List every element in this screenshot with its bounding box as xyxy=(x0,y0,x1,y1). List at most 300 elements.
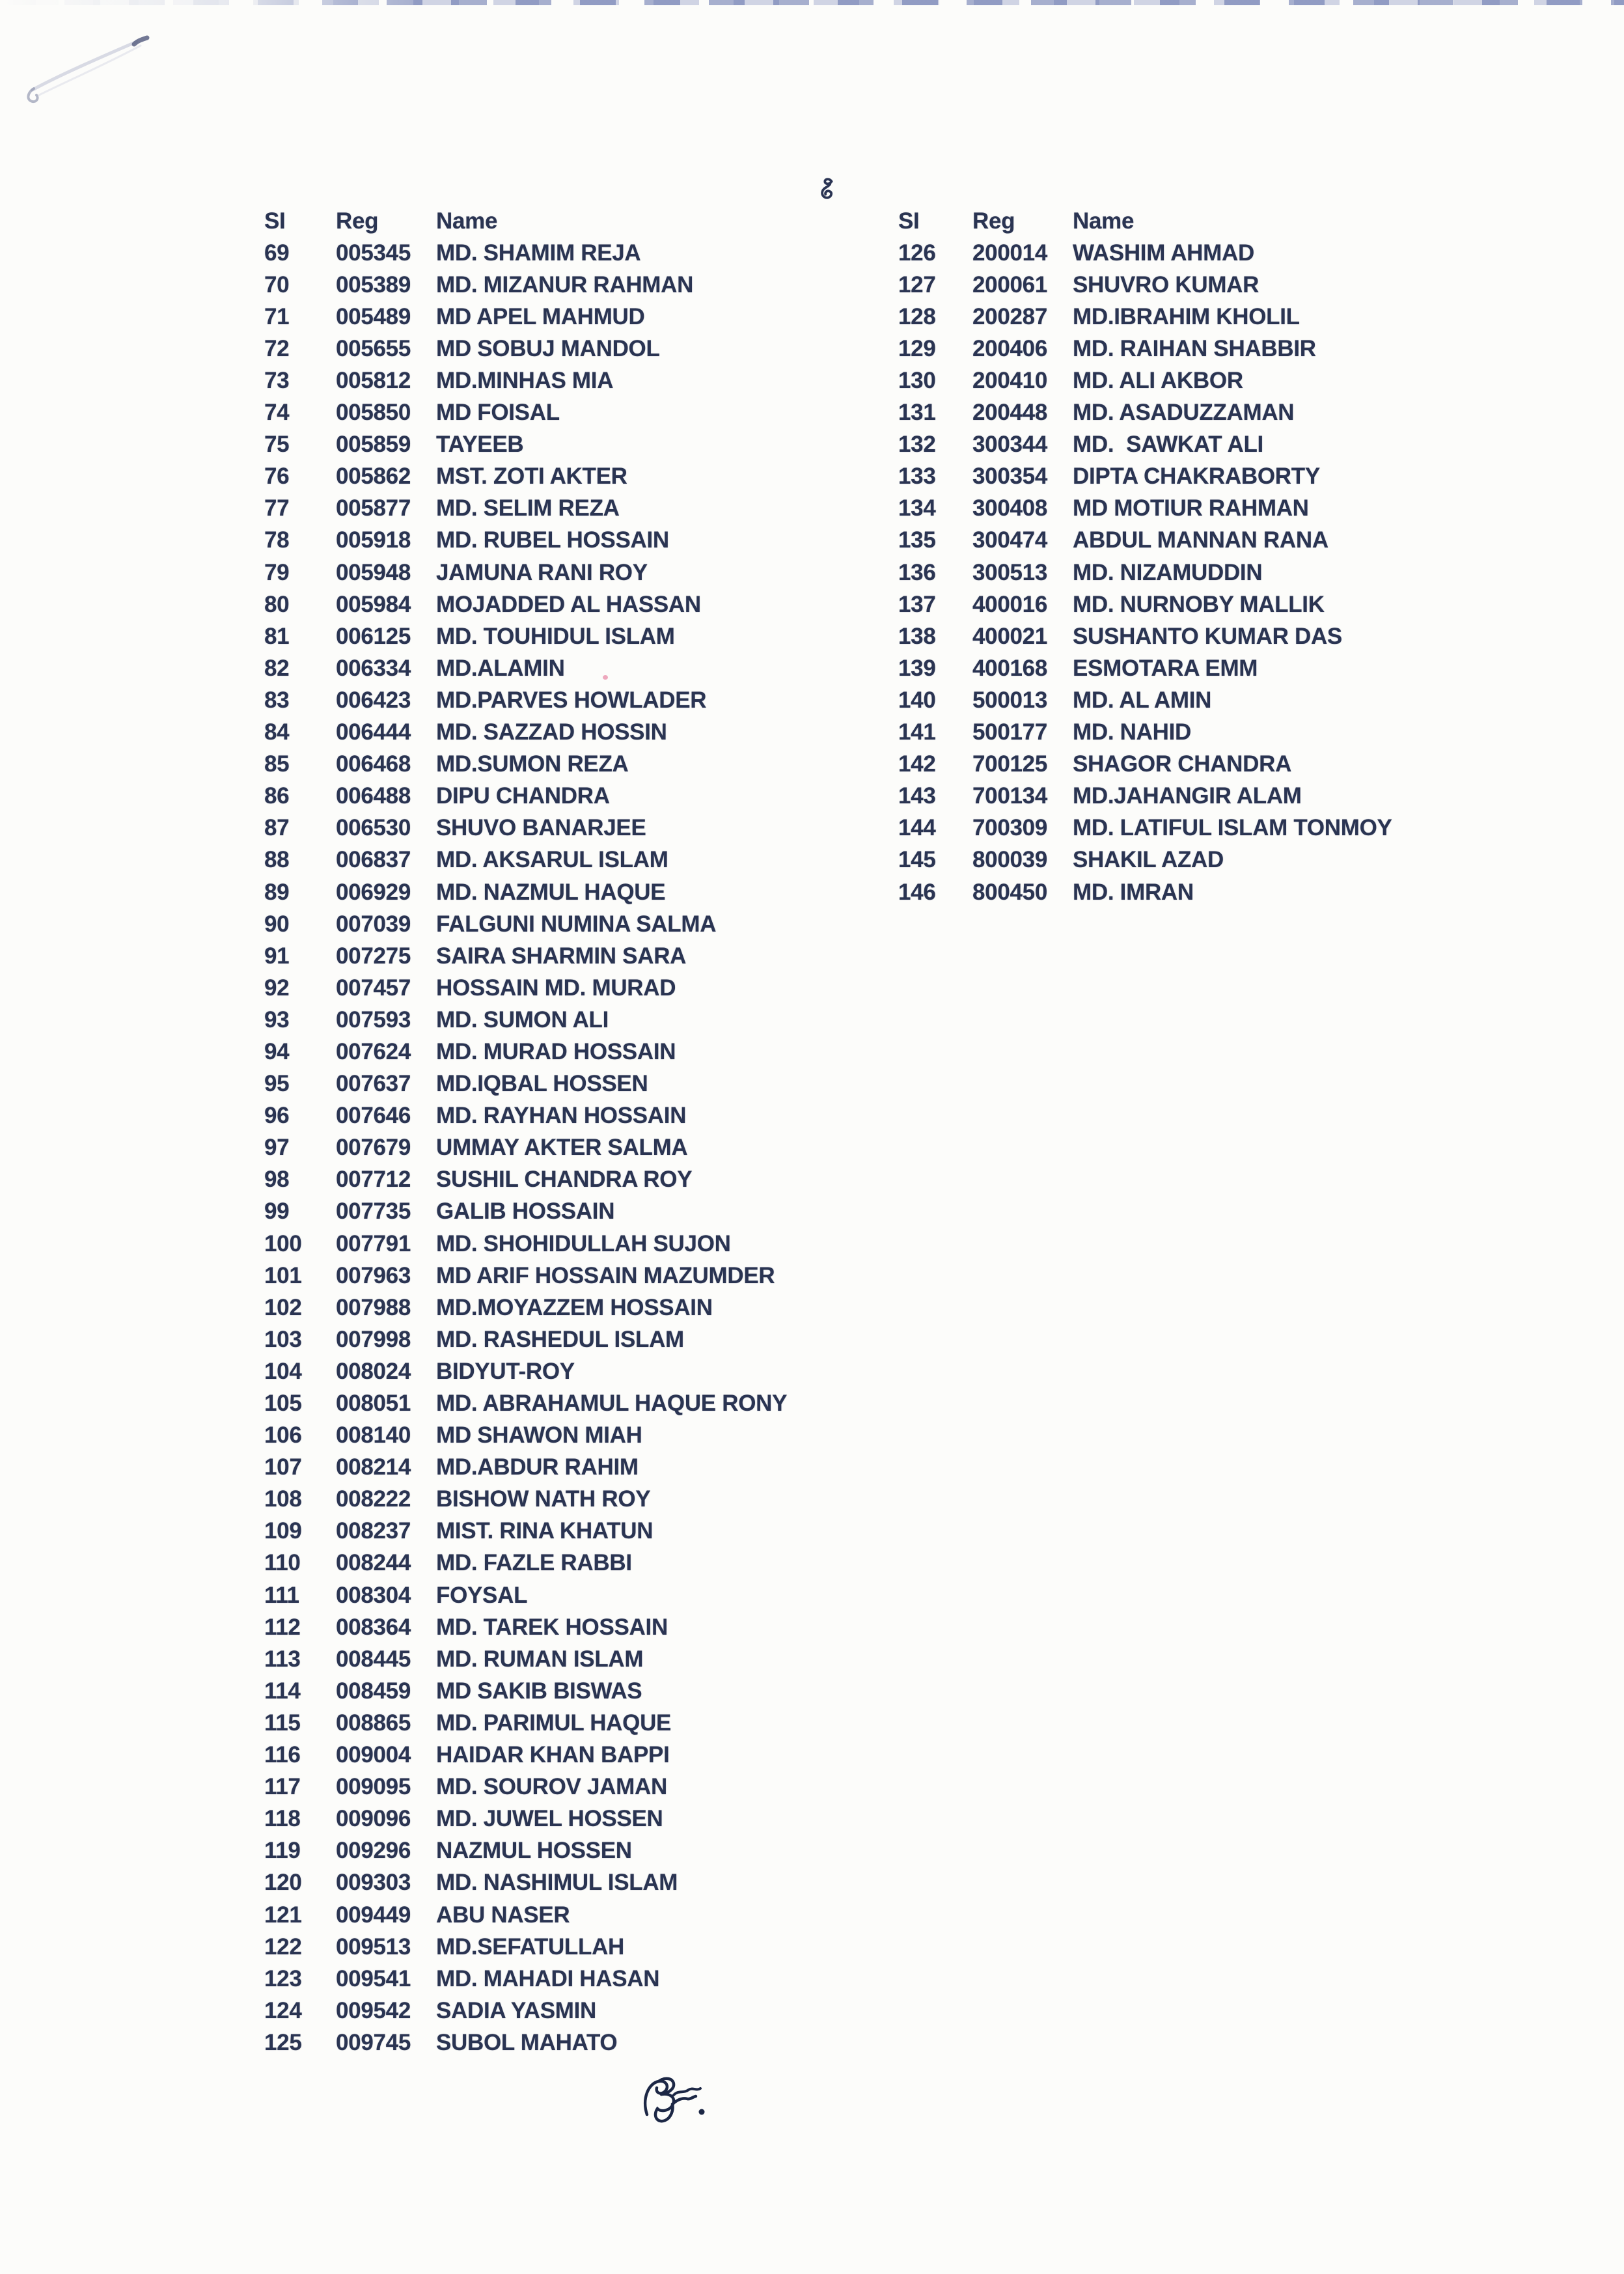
table-row xyxy=(264,1611,967,1643)
cell-name: MD SHAWON MIAH xyxy=(436,1422,642,1449)
cell-reg: 007998 xyxy=(336,1326,411,1352)
cell-si: 112 xyxy=(264,1614,301,1640)
cell-si: 105 xyxy=(264,1391,302,1417)
cell-si: 91 xyxy=(264,943,290,969)
cell-reg: 005389 xyxy=(336,271,411,298)
table-row xyxy=(264,1675,967,1707)
table-row xyxy=(264,1164,967,1196)
cell-reg: 009541 xyxy=(336,1965,411,1991)
cell-reg: 008304 xyxy=(336,1582,411,1608)
table-row xyxy=(264,1803,967,1835)
cell-name: MD. TOUHIDUL ISLAM xyxy=(436,623,675,649)
cell-name: MD.ALAMIN xyxy=(436,655,565,681)
table-row xyxy=(898,525,1601,557)
table-row xyxy=(264,812,967,844)
table-row xyxy=(264,1643,967,1675)
cell-si: 124 xyxy=(264,1997,302,2023)
cell-si: 79 xyxy=(264,559,290,585)
table-row xyxy=(264,589,967,620)
cell-si: 127 xyxy=(898,271,936,298)
cell-reg: 009449 xyxy=(336,1902,411,1928)
table-row xyxy=(264,461,967,493)
cell-reg: 008140 xyxy=(336,1422,411,1449)
cell-reg: 007624 xyxy=(336,1038,411,1064)
cell-si: 140 xyxy=(898,687,936,713)
cell-si: 113 xyxy=(264,1646,301,1672)
cell-name: MD. RASHEDUL ISLAM xyxy=(436,1326,684,1352)
cell-reg: 007712 xyxy=(336,1167,411,1193)
cell-si: 76 xyxy=(264,464,290,490)
cell-name: HAIDAR KHAN BAPPI xyxy=(436,1742,670,1768)
cell-reg: 005850 xyxy=(336,400,411,426)
cell-reg: 200410 xyxy=(972,368,1047,394)
cell-reg: 005862 xyxy=(336,464,411,490)
cell-name: JAMUNA RANI ROY xyxy=(436,559,648,585)
table-row xyxy=(898,237,1601,269)
cell-name: HOSSAIN MD. MURAD xyxy=(436,975,676,1001)
cell-name: TAYEEB xyxy=(436,432,524,458)
cell-name: MD SAKIB BISWAS xyxy=(436,1678,642,1704)
cell-reg: 005859 xyxy=(336,432,411,458)
cell-name: SUSHIL CHANDRA ROY xyxy=(436,1167,693,1193)
cell-si: 135 xyxy=(898,527,936,553)
cell-reg: 008364 xyxy=(336,1614,411,1640)
column-header-si: SI xyxy=(264,208,286,234)
table-row xyxy=(264,1132,967,1164)
cell-name: MD. RUBEL HOSSAIN xyxy=(436,527,669,553)
cell-si: 107 xyxy=(264,1454,302,1480)
cell-si: 93 xyxy=(264,1006,290,1033)
table-row xyxy=(264,1228,967,1260)
cell-si: 110 xyxy=(264,1550,301,1576)
cell-si: 121 xyxy=(264,1902,302,1928)
table-row xyxy=(264,1867,967,1899)
table-row xyxy=(264,717,967,749)
cell-si: 114 xyxy=(264,1678,301,1704)
cell-name: MD. SOUROV JAMAN xyxy=(436,1774,667,1800)
cell-si: 119 xyxy=(264,1838,301,1864)
cell-reg: 006334 xyxy=(336,655,411,681)
cell-name: MD. SHOHIDULLAH SUJON xyxy=(436,1230,731,1256)
cell-reg: 006488 xyxy=(336,783,411,809)
cell-name: MD.MOYAZZEM HOSSAIN xyxy=(436,1294,713,1320)
cell-si: 87 xyxy=(264,815,290,841)
cell-name: SAIRA SHARMIN SARA xyxy=(436,943,687,969)
cell-si: 88 xyxy=(264,847,290,873)
cell-name: FOYSAL xyxy=(436,1582,528,1608)
cell-si: 106 xyxy=(264,1422,302,1449)
cell-name: MD. FAZLE RABBI xyxy=(436,1550,632,1576)
table-row xyxy=(264,1355,967,1387)
cell-si: 72 xyxy=(264,335,290,361)
table-row xyxy=(898,301,1601,333)
cell-reg: 009542 xyxy=(336,1997,411,2023)
cell-reg: 006444 xyxy=(336,719,411,745)
cell-reg: 008244 xyxy=(336,1550,411,1576)
cell-reg: 005655 xyxy=(336,335,411,361)
table-row xyxy=(264,237,967,269)
cell-name: MD.ABDUR RAHIM xyxy=(436,1454,639,1480)
cell-reg: 005345 xyxy=(336,240,411,266)
cell-si: 71 xyxy=(264,303,290,329)
cell-name: MD. JUWEL HOSSEN xyxy=(436,1806,663,1832)
cell-reg: 008051 xyxy=(336,1391,411,1417)
cell-name: SHUVRO KUMAR xyxy=(1073,271,1259,298)
cell-si: 99 xyxy=(264,1199,290,1225)
cell-si: 143 xyxy=(898,783,936,809)
cell-si: 100 xyxy=(264,1230,302,1256)
cell-reg: 007637 xyxy=(336,1071,411,1097)
cell-si: 80 xyxy=(264,591,290,617)
cell-name: DIPTA CHAKRABORTY xyxy=(1073,464,1320,490)
cell-reg: 007275 xyxy=(336,943,411,969)
cell-si: 103 xyxy=(264,1326,302,1352)
table-row xyxy=(264,365,967,396)
cell-reg: 005918 xyxy=(336,527,411,553)
cell-name: MD.PARVES HOWLADER xyxy=(436,687,707,713)
cell-reg: 007791 xyxy=(336,1230,411,1256)
table-row xyxy=(264,652,967,684)
cell-si: 137 xyxy=(898,591,936,617)
cell-si: 73 xyxy=(264,368,290,394)
pink-ink-speck xyxy=(603,675,608,680)
cell-reg: 400021 xyxy=(972,623,1047,649)
cell-si: 132 xyxy=(898,432,936,458)
cell-name: MD. SAZZAD HOSSIN xyxy=(436,719,667,745)
cell-name: MD. RAYHAN HOSSAIN xyxy=(436,1103,687,1129)
cell-name: MD ARIF HOSSAIN MAZUMDER xyxy=(436,1262,775,1288)
cell-reg: 009303 xyxy=(336,1870,411,1896)
cell-si: 144 xyxy=(898,815,936,841)
cell-name: MD. NAZMUL HAQUE xyxy=(436,879,666,905)
pencil-scribble-mark xyxy=(20,25,163,109)
cell-reg: 400016 xyxy=(972,591,1047,617)
cell-name: MD. AKSARUL ISLAM xyxy=(436,847,668,873)
cell-name: MD. SUMON ALI xyxy=(436,1006,609,1033)
cell-name: NAZMUL HOSSEN xyxy=(436,1838,632,1864)
cell-name: MD. AL AMIN xyxy=(1073,687,1212,713)
left-rows-container xyxy=(264,237,967,2059)
column-header-reg: Reg xyxy=(336,208,379,234)
cell-reg: 007735 xyxy=(336,1199,411,1225)
cell-name: MD. PARIMUL HAQUE xyxy=(436,1710,672,1736)
cell-reg: 005948 xyxy=(336,559,411,585)
cell-reg: 300408 xyxy=(972,495,1047,521)
cell-si: 136 xyxy=(898,559,936,585)
cell-si: 134 xyxy=(898,495,936,521)
table-row xyxy=(264,844,967,876)
column-header-name: Name xyxy=(436,208,498,234)
cell-si: 90 xyxy=(264,911,290,937)
cell-si: 85 xyxy=(264,751,290,777)
table-row xyxy=(264,1100,967,1132)
cell-reg: 700309 xyxy=(972,815,1047,841)
table-row xyxy=(264,429,967,461)
cell-reg: 200448 xyxy=(972,400,1047,426)
cell-name: MD. NASHIMUL ISLAM xyxy=(436,1870,678,1896)
cell-reg: 700125 xyxy=(972,751,1047,777)
cell-name: MD. MAHADI HASAN xyxy=(436,1965,660,1991)
table-row xyxy=(264,1516,967,1547)
cell-reg: 008237 xyxy=(336,1518,411,1544)
cell-si: 120 xyxy=(264,1870,302,1896)
cell-si: 123 xyxy=(264,1965,302,1991)
column-header-reg: Reg xyxy=(972,208,1015,234)
cell-reg: 800039 xyxy=(972,847,1047,873)
cell-reg: 008459 xyxy=(336,1678,411,1704)
cell-name: SADIA YASMIN xyxy=(436,1997,596,2023)
cell-name: BISHOW NATH ROY xyxy=(436,1486,651,1512)
cell-si: 70 xyxy=(264,271,290,298)
cell-reg: 005877 xyxy=(336,495,411,521)
cell-name: MD MOTIUR RAHMAN xyxy=(1073,495,1309,521)
cell-name: MD.JAHANGIR ALAM xyxy=(1073,783,1302,809)
scan-edge-artifact xyxy=(0,0,1624,5)
cell-name: MD. IMRAN xyxy=(1073,879,1194,905)
table-row xyxy=(264,940,967,972)
table-row xyxy=(264,333,967,365)
table-row xyxy=(264,1324,967,1355)
cell-si: 81 xyxy=(264,623,290,649)
cell-reg: 008865 xyxy=(336,1710,411,1736)
table-row xyxy=(264,2027,967,2059)
table-row xyxy=(264,1484,967,1516)
table-row xyxy=(264,1771,967,1803)
cell-name: SHAGOR CHANDRA xyxy=(1073,751,1292,777)
cell-si: 77 xyxy=(264,495,290,521)
cell-reg: 300354 xyxy=(972,464,1047,490)
table-row xyxy=(898,429,1601,461)
cell-si: 131 xyxy=(898,400,936,426)
table-row xyxy=(264,684,967,716)
cell-name: MST. ZOTI AKTER xyxy=(436,464,627,490)
cell-reg: 400168 xyxy=(972,655,1047,681)
cell-name: FALGUNI NUMINA SALMA xyxy=(436,911,717,937)
cell-reg: 008445 xyxy=(336,1646,411,1672)
cell-name: MD. LATIFUL ISLAM TONMOY xyxy=(1073,815,1392,841)
cell-si: 115 xyxy=(264,1710,301,1736)
table-row xyxy=(264,1899,967,1931)
cell-si: 74 xyxy=(264,400,290,426)
table-row xyxy=(264,1196,967,1228)
table-row xyxy=(898,781,1601,812)
cell-si: 98 xyxy=(264,1167,290,1193)
table-header-row xyxy=(898,205,1601,237)
table-row xyxy=(898,397,1601,429)
cell-si: 94 xyxy=(264,1038,290,1064)
table-row xyxy=(264,1004,967,1036)
table-row xyxy=(264,269,967,301)
cell-reg: 200406 xyxy=(972,335,1047,361)
cell-si: 138 xyxy=(898,623,936,649)
cell-si: 145 xyxy=(898,847,936,873)
cell-reg: 007039 xyxy=(336,911,411,937)
table-row xyxy=(898,844,1601,876)
cell-name: SHUVO BANARJEE xyxy=(436,815,646,841)
cell-si: 139 xyxy=(898,655,936,681)
column-header-name: Name xyxy=(1073,208,1135,234)
cell-name: MD. TAREK HOSSAIN xyxy=(436,1614,668,1640)
cell-reg: 005489 xyxy=(336,303,411,329)
cell-reg: 007679 xyxy=(336,1135,411,1161)
cell-si: 111 xyxy=(264,1582,299,1608)
table-row xyxy=(264,1707,967,1739)
cell-name: MD. MURAD HOSSAIN xyxy=(436,1038,676,1064)
table-row xyxy=(264,1068,967,1100)
table-row xyxy=(264,1452,967,1484)
cell-reg: 008024 xyxy=(336,1358,411,1384)
cell-reg: 007963 xyxy=(336,1262,411,1288)
table-row xyxy=(898,557,1601,589)
cell-name: MD.MINHAS MIA xyxy=(436,368,614,394)
cell-si: 84 xyxy=(264,719,290,745)
cell-reg: 200287 xyxy=(972,303,1047,329)
cell-reg: 006837 xyxy=(336,847,411,873)
cell-name: MD APEL MAHMUD xyxy=(436,303,645,329)
cell-reg: 005812 xyxy=(336,368,411,394)
cell-name: SUSHANTO KUMAR DAS xyxy=(1073,623,1342,649)
table-row xyxy=(898,269,1601,301)
cell-reg: 008214 xyxy=(336,1454,411,1480)
table-row xyxy=(898,365,1601,396)
table-row xyxy=(264,1740,967,1771)
cell-name: WASHIM AHMAD xyxy=(1073,240,1254,266)
cell-name: MD. SHAMIM REJA xyxy=(436,240,641,266)
table-row xyxy=(898,652,1601,684)
cell-reg: 300344 xyxy=(972,432,1047,458)
cell-name: MD. RAIHAN SHABBIR xyxy=(1073,335,1316,361)
cell-name: MD. NURNOBY MALLIK xyxy=(1073,591,1325,617)
cell-si: 86 xyxy=(264,783,290,809)
roll-list-right-column xyxy=(898,205,1601,908)
cell-name: MD. SELIM REZA xyxy=(436,495,620,521)
table-row xyxy=(264,1420,967,1452)
cell-name: MIST. RINA KHATUN xyxy=(436,1518,654,1544)
table-row xyxy=(898,493,1601,525)
cell-si: 129 xyxy=(898,335,936,361)
cell-name: UMMAY AKTER SALMA xyxy=(436,1135,688,1161)
cell-reg: 005984 xyxy=(336,591,411,617)
cell-name: MOJADDED AL HASSAN xyxy=(436,591,701,617)
table-row xyxy=(264,1547,967,1579)
cell-name: MD. NIZAMUDDIN xyxy=(1073,559,1263,585)
cell-name: DIPU CHANDRA xyxy=(436,783,610,809)
cell-reg: 009095 xyxy=(336,1774,411,1800)
cell-si: 117 xyxy=(264,1774,301,1800)
table-row xyxy=(264,876,967,908)
right-rows-container xyxy=(898,237,1601,908)
cell-si: 78 xyxy=(264,527,290,553)
table-header-row xyxy=(264,205,967,237)
cell-reg: 007457 xyxy=(336,975,411,1001)
cell-reg: 009096 xyxy=(336,1806,411,1832)
cell-si: 89 xyxy=(264,879,290,905)
table-row xyxy=(264,557,967,589)
cell-name: MD. ASADUZZAMAN xyxy=(1073,400,1295,426)
table-row xyxy=(898,876,1601,908)
table-row xyxy=(264,1835,967,1867)
cell-si: 75 xyxy=(264,432,290,458)
cell-si: 108 xyxy=(264,1486,302,1512)
table-row xyxy=(264,397,967,429)
cell-reg: 500013 xyxy=(972,687,1047,713)
cell-si: 104 xyxy=(264,1358,302,1384)
cell-si: 130 xyxy=(898,368,936,394)
table-row xyxy=(898,620,1601,652)
cell-name: MD. RUMAN ISLAM xyxy=(436,1646,644,1672)
cell-si: 141 xyxy=(898,719,936,745)
cell-reg: 007646 xyxy=(336,1103,411,1129)
cell-name: GALIB HOSSAIN xyxy=(436,1199,615,1225)
cell-reg: 300513 xyxy=(972,559,1047,585)
table-row xyxy=(264,781,967,812)
table-row xyxy=(264,1292,967,1324)
table-row xyxy=(264,908,967,940)
table-row xyxy=(264,749,967,781)
cell-si: 92 xyxy=(264,975,290,1001)
cell-si: 126 xyxy=(898,240,936,266)
cell-si: 142 xyxy=(898,751,936,777)
cell-si: 101 xyxy=(264,1262,302,1288)
cell-reg: 009745 xyxy=(336,2029,411,2055)
cell-si: 96 xyxy=(264,1103,290,1129)
cell-si: 118 xyxy=(264,1806,301,1832)
cell-reg: 006125 xyxy=(336,623,411,649)
cell-reg: 200014 xyxy=(972,240,1047,266)
cell-reg: 006468 xyxy=(336,751,411,777)
page-number-bengali-nine xyxy=(818,177,838,203)
cell-si: 69 xyxy=(264,240,290,266)
cell-name: MD SOBUJ MANDOL xyxy=(436,335,660,361)
table-row xyxy=(264,620,967,652)
column-header-si: SI xyxy=(898,208,920,234)
cell-name: ESMOTARA EMM xyxy=(1073,655,1258,681)
cell-si: 95 xyxy=(264,1071,290,1097)
table-row xyxy=(264,493,967,525)
signature-mark xyxy=(637,2075,711,2135)
table-row xyxy=(898,589,1601,620)
cell-name: ABDUL MANNAN RANA xyxy=(1073,527,1328,553)
table-row xyxy=(898,461,1601,493)
cell-name: MD. NAHID xyxy=(1073,719,1192,745)
cell-reg: 007593 xyxy=(336,1006,411,1033)
table-row xyxy=(898,812,1601,844)
cell-si: 146 xyxy=(898,879,936,905)
cell-si: 116 xyxy=(264,1742,301,1768)
table-row xyxy=(264,972,967,1004)
table-row xyxy=(264,525,967,557)
table-row xyxy=(264,1579,967,1611)
table-row xyxy=(264,1931,967,1963)
cell-name: BIDYUT-ROY xyxy=(436,1358,575,1384)
cell-reg: 500177 xyxy=(972,719,1047,745)
cell-si: 109 xyxy=(264,1518,302,1544)
roll-list-left-column xyxy=(264,205,967,2059)
cell-reg: 800450 xyxy=(972,879,1047,905)
table-row xyxy=(264,1963,967,1995)
cell-reg: 009296 xyxy=(336,1838,411,1864)
cell-si: 83 xyxy=(264,687,290,713)
cell-si: 125 xyxy=(264,2029,302,2055)
cell-name: MD.SUMON REZA xyxy=(436,751,629,777)
cell-si: 82 xyxy=(264,655,290,681)
table-row xyxy=(264,1036,967,1068)
cell-reg: 300474 xyxy=(972,527,1047,553)
cell-name: MD. ABRAHAMUL HAQUE RONY xyxy=(436,1391,788,1417)
cell-name: MD.IBRAHIM KHOLIL xyxy=(1073,303,1300,329)
table-row xyxy=(898,749,1601,781)
table-row xyxy=(264,1260,967,1292)
